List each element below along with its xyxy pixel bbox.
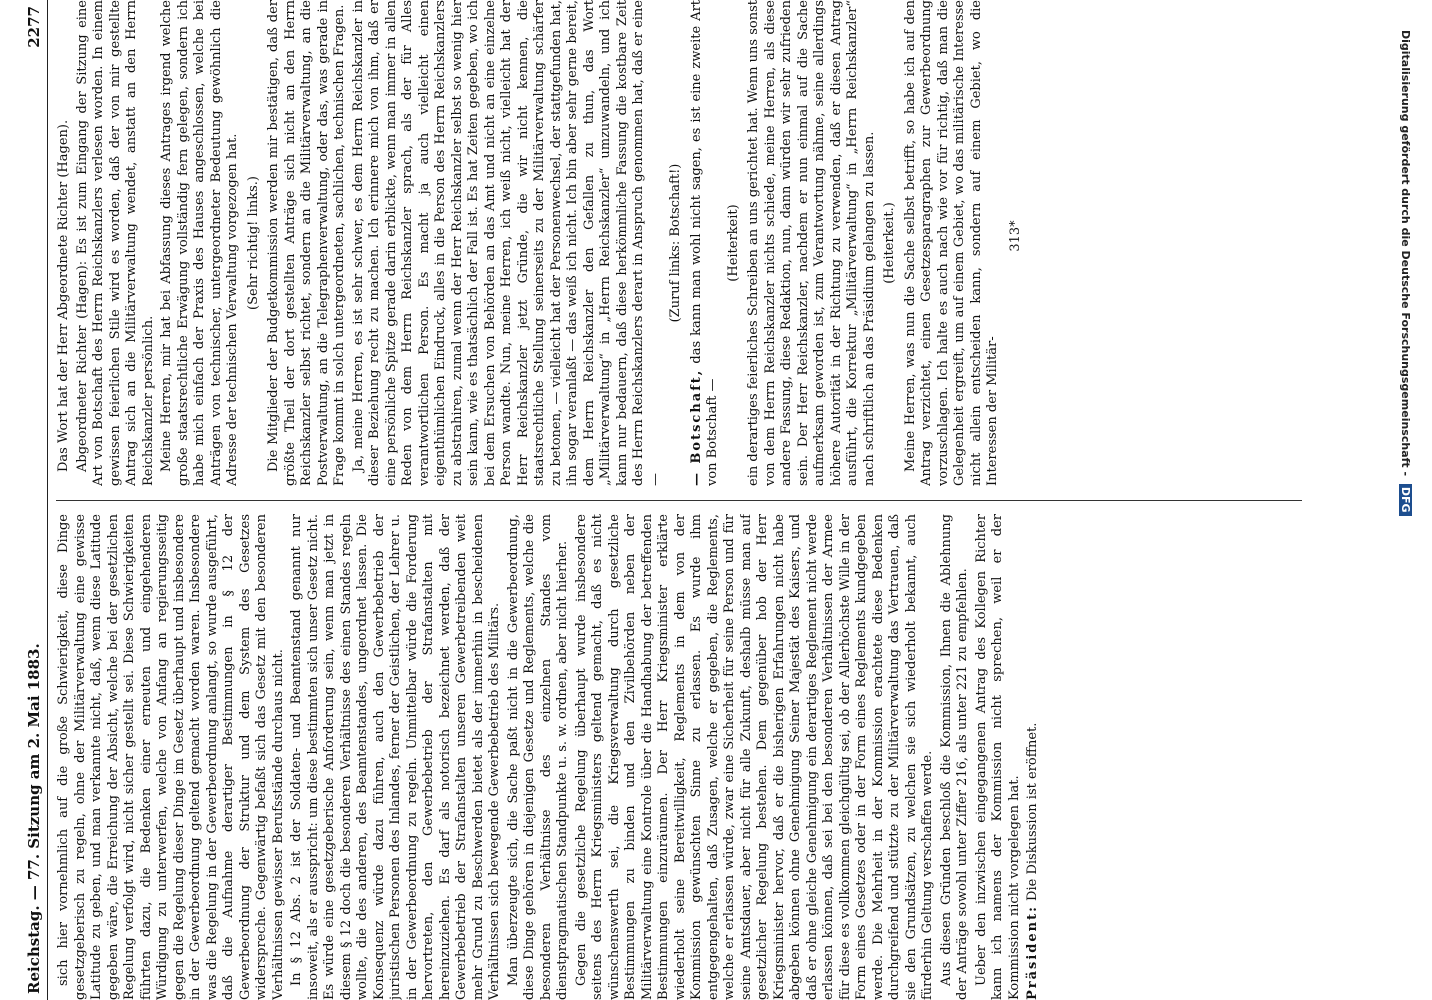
president-text: Die Diskussion ist eröffnet. [1025,722,1040,901]
right-paragraph-3: Die Mitglieder der Budgetkommission werden mir bestätigen, daß der größte Theil der dort gestellten Anträge sich nicht an den Herrn Reichskanzler selbst richtet, sondern an die Militärverwaltung, an die Postverwaltung, an die Telegraphenverwaltung, oder das, was gerade in Frage kommt in solch untergeordneten, sachlichen, technischen Fragen. [266,0,347,486]
rotated-page [20,0,1310,1000]
botschaft-line [689,0,722,486]
left-paragraph-6: Ueber den inzwischen eingegangenen Antrag des Kollegen Richter kann ich namens der Kommission nicht sprechen, weil er der Kommission nicht vorgelegen hat. [973,514,1022,1000]
right-column [56,0,1306,486]
left-paragraph-2: In § 12 Abs. 2 ist der Soldaten- und Beamtenstand genannt nur insoweit, als er ausspricht: um diese bestimmten sich unser Gesetz nicht. Es würde eine gesetzgeberische Anforderung sein, wenn man jetzt in diesem § 12 doch die besonderen Verhältnisse des einen Standes regeln wollte, die des anderen, des Beamtenstandes, ungeordnet lassen. Die Konsequenz würde dazu führen, auch den Gewerbebetrieb der juristischen Personen des Inlandes, ferner der Geistlichen, der Lehrer u. in der Gewerbeordnung zu regeln. Unmittelbar würde die Forderung hervortreten, den Gewerbebetrieb der Strafanstalten mit hereinzuziehen. Es darf als notorisch bezeichnet werden, daß der Gewerbebetrieb der Strafanstalten unseren Gewerbetreibenden weit mehr Grund zu Beschwerden bietet als der immerhin in bescheidenen Verhältnissen sich bewegende Gewerbebetrieb des Militärs. [289,514,502,1000]
signature-mark: 313* [1007,220,1023,252]
right-paragraph-4: Ja, meine Herren, es ist sehr schwer, es dem Herrn Reichskanzler in dieser Beziehung recht zu machen. Ich erinnere mich von ihm, daß er eine persönliche Spitze gerade darin erblickte, wenn man immer in allen Reden von dem Herrn Reichskanzler sprach, als der für Alles verantwortlichen Person. Es macht ja auch vielleicht einen eigenthümlichen Eindruck, alles in die Person des Herrn Reichskanzlers zu abstrahiren, zumal wenn der Herr Reichskanzler selbst so wenig hier sein kann, wie es thatsächlich der Fall ist. Es hat Zeiten gegeben, wo ich bei dem Ersuchen von Behörden an das Amt und nicht an eine einzelne Person wandte. Nun, meine Herren, ich weiß nicht, vielleicht hat der Herr Reichskanzler jetzt Gründe, die wir nicht kennen, die staatsrechtliche Stellung seinerseits zu der Militärverwaltung schärfer zu betonen, — vielleicht hat der Personenwechsel, der stattgefunden hat, ihn sogar veranlaßt — das weiß ich nicht. Ich bin aber sehr gerne bereit, dem Herrn Reichskanzler den Gefallen zu thun, das Wort „Militärverwaltung“ in „Herrn Reichskanzler“ umzuwandeln, und ich kann nur bedauern, daß diese herkömmliche Fassung die kostbare Zeit des Herrn Reichskanzlers derart in Anspruch genommen hat, daß er eine — [350,0,663,486]
left-paragraph-5: Aus diesen Gründen beschloß die Kommission, Ihnen die Ablehnung der Anträge sowohl unter Ziffer 216, als unter 221 zu empfehlen. [938,514,970,1000]
watermark-text: Digitalisierung gefördert durch die Deutsche Forschungsgemeinschaft - [1399,30,1412,477]
column-divider [56,500,1302,501]
right-paragraph-2: Meine Herren, mir hat bei Abfassung dieses Antrages irgend welche große staatsrechtliche Erwägung vollständig fern gelegen, sondern ich habe mich einfach der Praxis des Hauses angeschlossen, welche bei Anträgen von technischer, untergeordneter Bedeutung gewöhnlich die Adresse der technischen Verwaltung vorgezogen hat. [159,0,240,486]
right-intro: Das Wort hat der Herr Abgeordnete Richter (Hagen). [56,119,71,472]
interjection-1: (Sehr richtig! links.) [245,176,261,310]
header-title: Reichstag. — 77. Sitzung am 2. Mai 1883. [24,643,43,994]
dfg-logo: DFG [1399,484,1412,516]
page-number: 2277 [24,6,43,48]
president-label: Präsident: [1025,905,1040,1000]
interjection-3: (Heiterkeit) [725,204,741,282]
left-column [56,514,1306,1000]
left-paragraph-1: sich hier vornehmlich auf die große Schwierigkeit, diese Dinge gesetzgeberisch zu regeln, ohne der Militärverwaltung eine gewisse Latitude zu geben, und man verkannte nicht, daß, wenn diese Latitude gegeben wäre, die Erreichung der Absicht, welche bei der gesetzlichen Regelung verfolgt wird, nicht sicher gestellt sei. Diese Schwierigkeiten führten dazu, die Bedenken einer erneuten und eingehenderen Würdigung zu unterwerfen, welche von Anfang an regierungsseitig gegen die Regelung dieser Dinge im Gesetz überhaupt und insbesondere in der Gewerbeordnung geltend gemacht worden waren. Insbesondere was die Regelung in der Gewerbeordnung anlangt, so wurde ausgeführt, daß die Aufnahme derartiger Bestimmungen in § 12 der Gewerbeordnung der Struktur und dem System des Gesetzes widerspreche. Gegenwärtig befaßt sich das Gesetz mit den besonderen Verhältnissen gewisser Berufsstände durchaus nicht. [56,514,286,1000]
botschaft-label: — Botschaft, [688,368,704,486]
right-paragraph-6: Meine Herren, was nun die Sache selbst betrifft, so habe ich auf den Antrag verzichtet, einen Gesetzesparagraphen zur Gewerbeordnung vorzuschlagen. Ich halte es auch nach wie vor für richtig, daß man die Gelegenheit ergreift, um auf einem Gebiet, wo das militärische Interesse nicht allein entscheiden kann, sondern auf einem Gebiet, wo die Interessen der Militär- [902,0,1000,486]
president-line [1025,514,1042,1000]
interjection-4: (Heiterkeit.) [882,202,897,284]
page-header [20,0,48,1000]
left-paragraph-3: Man überzeugte sich, die Sache paßt nicht in die Gewerbeordnung, diese Dinge gehören in diejenigen Gesetze und Reglements, welche die besonderen Verhältnisse des einzelnen Standes vom dienstpragmatischen Standpunkte u. s. w. ordnen, aber nicht hierher. [505,514,570,1000]
botschaft-text: das kann man wohl nicht sagen, es ist eine zweite Art von Botschaft — [688,0,720,486]
right-paragraph-1: Abgeordneter Richter (Hagen): Es ist zum Eingang der Sitzung eine Art von Botschaft des Herrn Reichskanzlers verlesen worden. In einem gewissen feierlichen Stile wird es worden, daß der von mir gestellte Antrag sich an die Militärverwaltung wendet, anstatt an den Herrn Reichskanzler persönlich. [74,0,156,486]
left-paragraph-4: Gegen die gesetzliche Regelung überhaupt wurde insbesondere seitens des Herrn Kriegsministers geltend gemacht, daß es nicht wünschenswerth sei, die Kriegsverwaltung durch gesetzliche Bestimmungen zu binden und den Zivilbehörden neben der Militärverwaltung eine Kontrole über die Handhabung der betreffenden Bestimmungen einzuräumen. Der Herr Kriegsminister erklärte wiederholt seine Bereitwilligkeit, Reglements in dem von der Kommission gewünschten Sinne zu erlassen. Es wurde ihm entgegengehalten, daß Zusagen, welche er gegeben, die Reglements, welche er erlassen würde, zwar eine Sicherheit für seine Person und für seine Amtsdauer, aber nicht für alle Zukunft, deshalb müsse man auf gesetzlicher Regelung bestehen. Dem gegenüber hob der Herr Kriegsminister hervor, daß er die bisherigen Erfahrungen nicht habe abgeben können ohne Genehmigung Seiner Majestät des Kaisers, und daß er ohne gleiche Genehmigung ein derartiges Reglement nicht werde erlassen können, daß sei bei den besonderen Verhältnissen der Armee für diese es vollkommen gleichgültig sei, ob der Allerhöchste Wille in der Form eines Gesetzes oder in der Form eines Reglements kundgegeben werde. Die Mehrheit in der Kommission erachtete diese Bedenken durchgreifend und stützte zu der Militärverwaltung das Vertrauen, daß sie den Grundsätzen, zu welchen sie sich wiederholt bekannt, auch fürderhin Geltung verschaffen werde. [573,514,935,1000]
interjection-2: (Zuruf links: Botschaft!) [668,163,683,323]
dfg-watermark [1399,30,1412,516]
right-paragraph-5: ein derartiges feierliches Schreiben an uns gerichtet hat. Wenn uns sonst von dem Herrn Reichskanzler nichts schiede, meine Herren, als diese andere Fassung, diese Redaktion, nun, dann würden wir sehr zufrieden sein. Der Herr Reichskanzler, nachdem er nun einmal auf die Sache aufmerksam geworden ist, zum Verantwortung nähme, seine allerdings höhere Autorität in der Richtung zu verwenden, daß er diesen Antrag ausführt, die Korrektur „Militärverwaltung“ in „Herrn Reichskanzler“ nach schriftlich an das Präsidium gelangen zu lassen. [746,0,877,486]
